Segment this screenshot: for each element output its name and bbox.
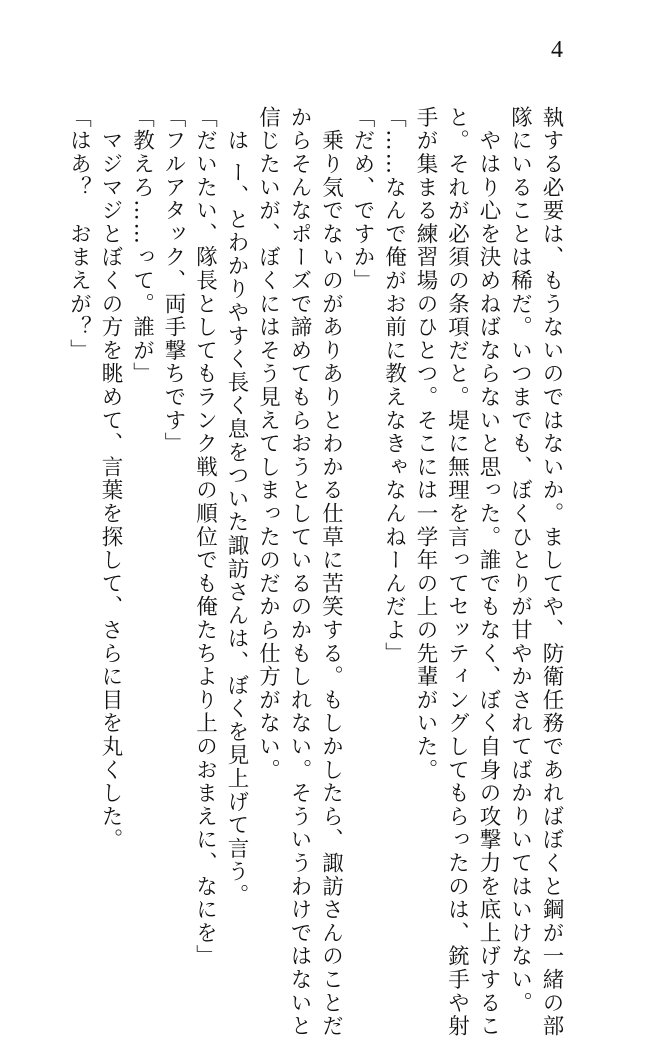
text-line: 「だめ、ですか」 [350,106,375,293]
text-line: やはり心を決めねばならないと思った。誰でもなく、ぼく自身の攻撃力を底上げするこ [476,106,501,1038]
text-line: 執する必要は、もうないのではないか。ましてや、防衛任務であればぼくと鋼が一緒の部 [539,106,564,1038]
page-number: 4 [551,37,563,63]
text-line: 乗り気でないのがありありとわかる仕草に苦笑する。もしかしたら、諏訪さんのことだ [318,106,344,1038]
text-line: 「……なんで俺がお前に教えなきゃなんねーんだよ」 [381,106,407,666]
text-line: からそんなポーズで諦めてもらおうとしているのかもしれない。そういうわけではないと [287,106,312,1038]
text-line: 「フルアタック、両手撃ちです」 [161,106,186,456]
text-line: 信じたいが、ぼくにはそう見えてしまったのだから仕方がない。 [255,106,281,782]
text-line: 「教えろ……って。誰が」 [129,106,155,386]
text-line: 隊にいることは稀だ。いつまでも、ぼくひとりが甘やかされてばかりいてはいけない。 [507,106,533,1015]
text-line: マジマジとぼくの方を眺めて、言葉を探して、さらに目を丸くした。 [98,106,123,852]
text-line: は ー、とわかりやすく長く息をついた諏訪さんは、ぼくを見上げて言う。 [224,106,249,907]
text-line: 「はあ？ おまえが？」 [66,106,92,363]
novel-body-text [63,106,567,1038]
text-line: と。それが必須の条項だと。堤に無理を言ってセッティングしてもらったのは、銃手や射 [444,106,470,1038]
text-line: 手が集まる練習場のひとつ。そこには一学年の上の先輩がいた。 [413,106,438,782]
text-line: 「だいたい、隊長としてもランク戦の順位でも俺たちより上のおまえに、なにを」 [192,106,218,969]
